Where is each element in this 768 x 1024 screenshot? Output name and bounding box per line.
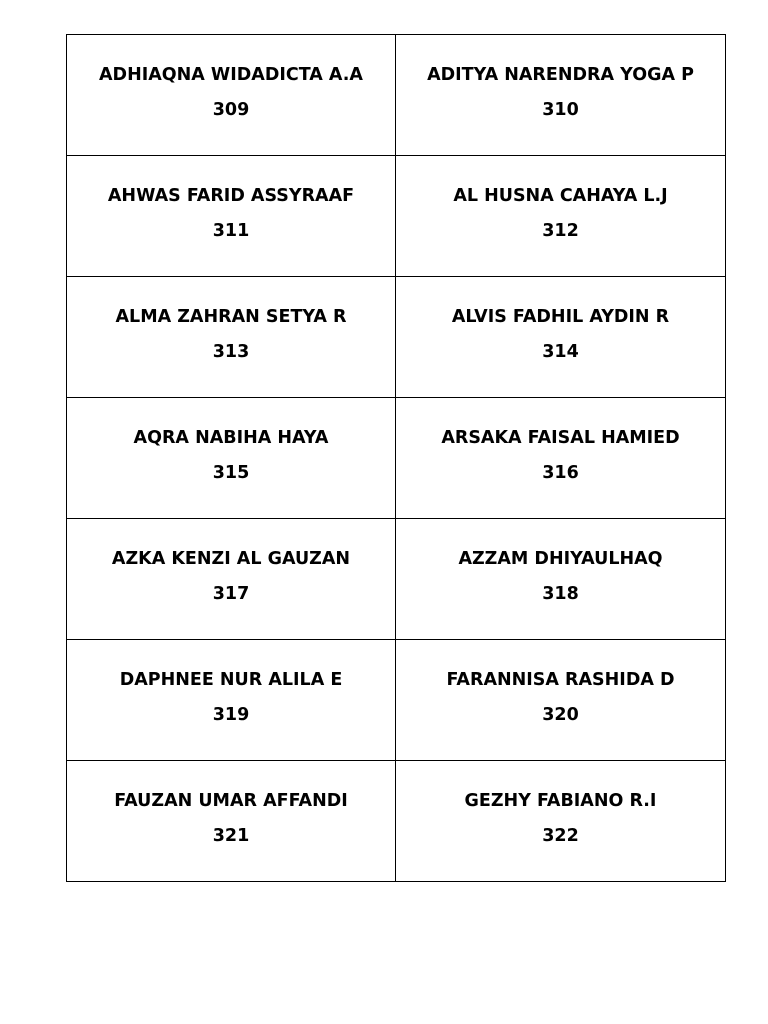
student-name: GEZHY FABIANO R.I bbox=[464, 791, 657, 811]
table-row bbox=[67, 761, 726, 882]
student-number: 318 bbox=[542, 584, 579, 604]
student-number: 322 bbox=[542, 826, 579, 846]
name-label-cell bbox=[67, 761, 396, 882]
student-number: 314 bbox=[542, 342, 579, 362]
name-label-table bbox=[66, 34, 726, 882]
name-label-cell bbox=[396, 640, 726, 761]
student-number: 320 bbox=[542, 705, 579, 725]
student-number: 312 bbox=[542, 221, 579, 241]
name-label-cell bbox=[396, 398, 726, 519]
name-label-cell bbox=[67, 640, 396, 761]
table-row bbox=[67, 156, 726, 277]
student-name: AZKA KENZI AL GAUZAN bbox=[111, 549, 351, 569]
table-row bbox=[67, 519, 726, 640]
name-label-cell bbox=[396, 156, 726, 277]
name-label-cell bbox=[396, 35, 726, 156]
student-number: 311 bbox=[212, 221, 250, 241]
student-name: ALMA ZAHRAN SETYA R bbox=[115, 307, 347, 327]
student-name: AL HUSNA CAHAYA L.J bbox=[453, 186, 668, 206]
name-label-cell bbox=[396, 519, 726, 640]
student-name: AZZAM DHIYAULHAQ bbox=[458, 549, 663, 569]
student-number: 316 bbox=[542, 463, 579, 483]
student-name: ALVIS FADHIL AYDIN R bbox=[451, 307, 670, 327]
student-name: FAUZAN UMAR AFFANDI bbox=[114, 791, 348, 811]
name-label-cell bbox=[67, 519, 396, 640]
student-number: 313 bbox=[212, 342, 250, 362]
student-name: DAPHNEE NUR ALILA E bbox=[119, 670, 343, 690]
student-name: ADHIAQNA WIDADICTA A.A bbox=[99, 65, 363, 85]
name-label-cell bbox=[67, 156, 396, 277]
student-number: 319 bbox=[212, 705, 250, 725]
table-row bbox=[67, 640, 726, 761]
student-name: AHWAS FARID ASSYRAAF bbox=[107, 186, 355, 206]
name-label-cell bbox=[67, 277, 396, 398]
name-label-cell bbox=[396, 277, 726, 398]
student-name: FARANNISA RASHIDA D bbox=[446, 670, 675, 690]
name-label-cell bbox=[396, 761, 726, 882]
table-row bbox=[67, 35, 726, 156]
table-row bbox=[67, 398, 726, 519]
name-label-cell bbox=[67, 35, 396, 156]
student-name: ARSAKA FAISAL HAMIED bbox=[441, 428, 680, 448]
table-row bbox=[67, 277, 726, 398]
student-name: ADITYA NARENDRA YOGA P bbox=[427, 65, 694, 85]
student-number: 309 bbox=[212, 100, 250, 120]
name-label-cell bbox=[67, 398, 396, 519]
student-number: 315 bbox=[212, 463, 250, 483]
student-name: AQRA NABIHA HAYA bbox=[133, 428, 329, 448]
student-number: 321 bbox=[212, 826, 250, 846]
student-number: 317 bbox=[212, 584, 250, 604]
student-number: 310 bbox=[542, 100, 579, 120]
